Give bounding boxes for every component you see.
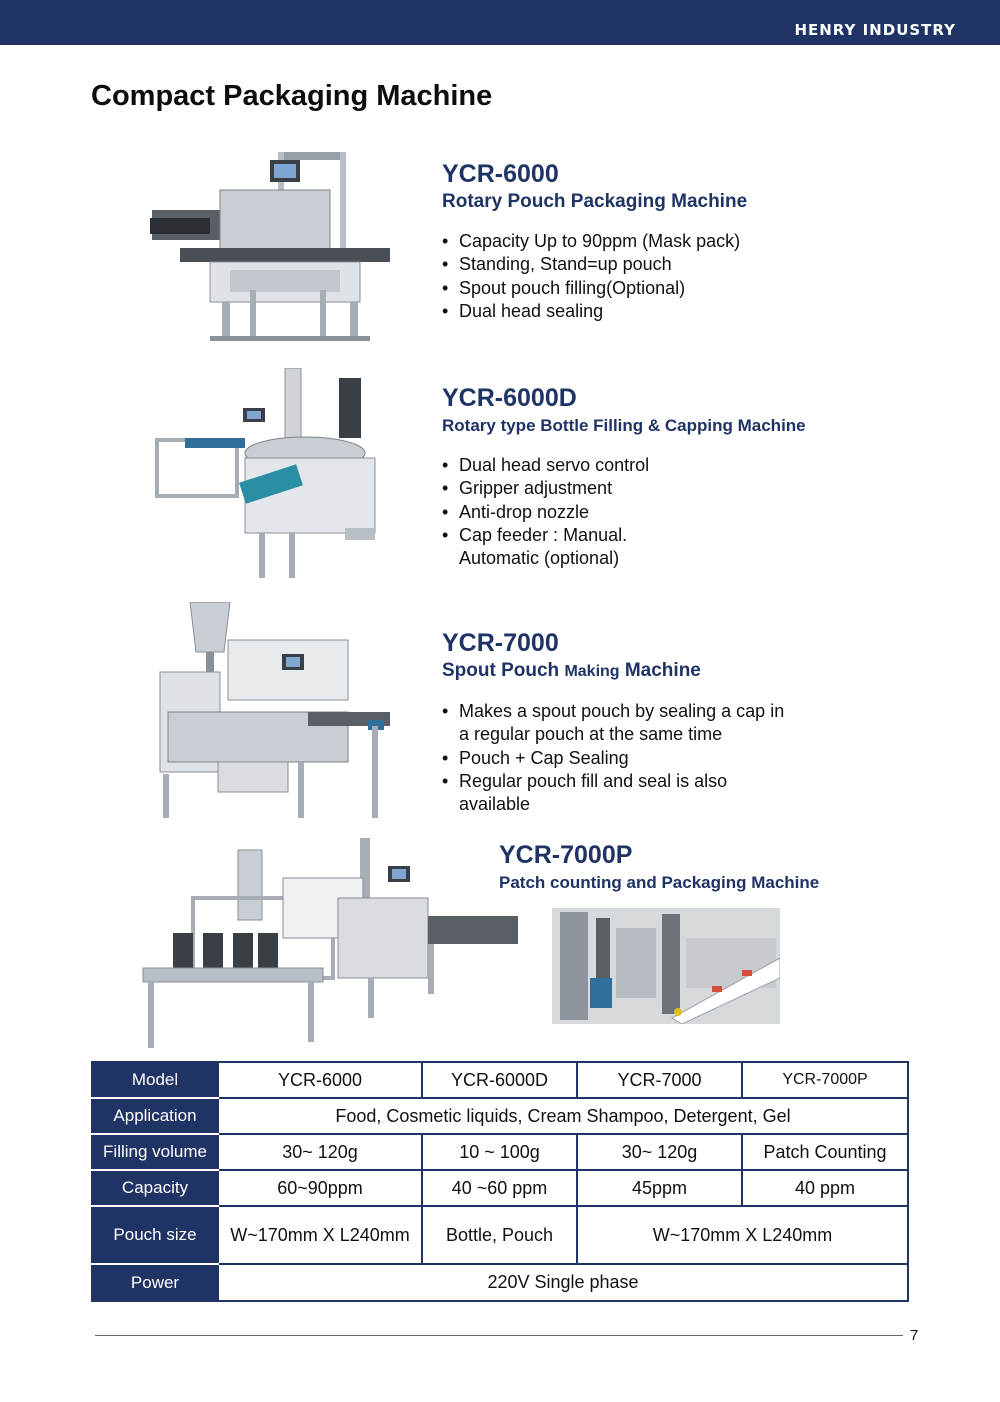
spec-row-capacity <box>92 1170 908 1206</box>
spec-cell: Bottle, Pouch <box>422 1206 577 1264</box>
feature-item: • Pouch + Cap Sealing <box>442 747 784 770</box>
spec-table <box>91 1061 909 1302</box>
product-subtitle: Patch counting and Packaging Machine <box>499 873 820 892</box>
spec-label: Model <box>92 1062 218 1098</box>
product-model: YCR-7000 <box>442 629 559 657</box>
spec-cell: W~170mm X L240mm <box>218 1206 422 1264</box>
feature-item: • Makes a spout pouch by sealing a cap in <box>442 700 784 723</box>
product-model: YCR-6000D <box>442 384 577 412</box>
ycr-7000p-detail-photo <box>552 908 780 1024</box>
feature-item: • Dual head servo control <box>442 454 806 477</box>
product-subtitle <box>442 659 784 684</box>
ycr-7000-machine-image <box>158 602 398 824</box>
feature-item: • Regular pouch fill and seal is also <box>442 770 784 793</box>
subtitle-part: Making <box>564 663 620 680</box>
product-model: YCR-6000 <box>442 160 559 188</box>
feature-item: • Anti-drop nozzle <box>442 501 806 524</box>
ycr-6000d-machine-image <box>155 368 390 580</box>
header-bar <box>0 0 1000 45</box>
ycr-7000p-machine-image <box>138 838 523 1053</box>
feature-list <box>442 230 747 323</box>
spec-row-power <box>92 1264 908 1301</box>
page-title: Compact Packaging Machine <box>91 80 493 112</box>
feature-item-continued: a regular pouch at the same time <box>459 724 723 745</box>
spec-cell: 40 ~60 ppm <box>422 1170 577 1206</box>
product-subtitle: Rotary Pouch Packaging Machine <box>442 191 748 212</box>
subtitle-part: Spout Pouch <box>442 660 560 681</box>
spec-cell: 30~ 120g <box>577 1134 742 1170</box>
spec-label: Capacity <box>92 1170 218 1206</box>
spec-label: Filling volume <box>92 1134 218 1170</box>
feature-item: • Standing, Stand=up pouch <box>442 253 747 276</box>
spec-cell: 40 ppm <box>742 1170 908 1206</box>
ycr-6000-machine-image <box>150 150 395 345</box>
spec-row-application <box>92 1098 908 1134</box>
subtitle-part: Machine <box>624 660 701 681</box>
spec-cell: YCR-7000P <box>742 1062 908 1098</box>
page-number: 7 <box>910 1327 919 1344</box>
spec-cell: W~170mm X L240mm <box>577 1206 908 1264</box>
spec-label: Pouch size <box>92 1206 218 1264</box>
spec-row-filling-volume <box>92 1134 908 1170</box>
spec-cell: Patch Counting <box>742 1134 908 1170</box>
spec-cell: 10 ~ 100g <box>422 1134 577 1170</box>
feature-item: • Cap feeder : Manual. <box>442 524 806 547</box>
product-model: YCR-7000P <box>499 841 633 869</box>
product-ycr-7000 <box>442 629 784 816</box>
feature-item-continued: available <box>459 794 531 815</box>
product-subtitle: Rotary type Bottle Filling & Capping Machine <box>442 416 806 435</box>
feature-list <box>442 700 784 816</box>
feature-item: • Spout pouch filling(Optional) <box>442 277 747 300</box>
spec-label: Application <box>92 1098 218 1134</box>
spec-label: Power <box>92 1264 218 1301</box>
feature-item: • Capacity Up to 90ppm (Mask pack) <box>442 230 747 253</box>
brand-name: HENRY INDUSTRY <box>794 21 956 39</box>
spec-cell: 45ppm <box>577 1170 742 1206</box>
spec-cell: 60~90ppm <box>218 1170 422 1206</box>
spec-cell: YCR-6000D <box>422 1062 577 1098</box>
product-ycr-6000 <box>442 160 747 323</box>
product-ycr-6000d <box>442 384 806 570</box>
spec-row-pouch-size <box>92 1206 908 1264</box>
spec-cell: 30~ 120g <box>218 1134 422 1170</box>
spec-row-model <box>92 1062 908 1098</box>
spec-cell: 220V Single phase <box>218 1264 908 1301</box>
feature-item: • Dual head sealing <box>442 300 747 323</box>
product-ycr-7000p <box>499 841 819 895</box>
spec-cell: Food, Cosmetic liquids, Cream Shampoo, Detergent, Gel <box>218 1098 908 1134</box>
feature-list <box>442 454 806 570</box>
spec-cell: YCR-6000 <box>218 1062 422 1098</box>
feature-item: • Gripper adjustment <box>442 477 806 500</box>
feature-item-continued: Automatic (optional) <box>459 548 620 569</box>
footer-divider <box>95 1335 903 1336</box>
spec-cell: YCR-7000 <box>577 1062 742 1098</box>
